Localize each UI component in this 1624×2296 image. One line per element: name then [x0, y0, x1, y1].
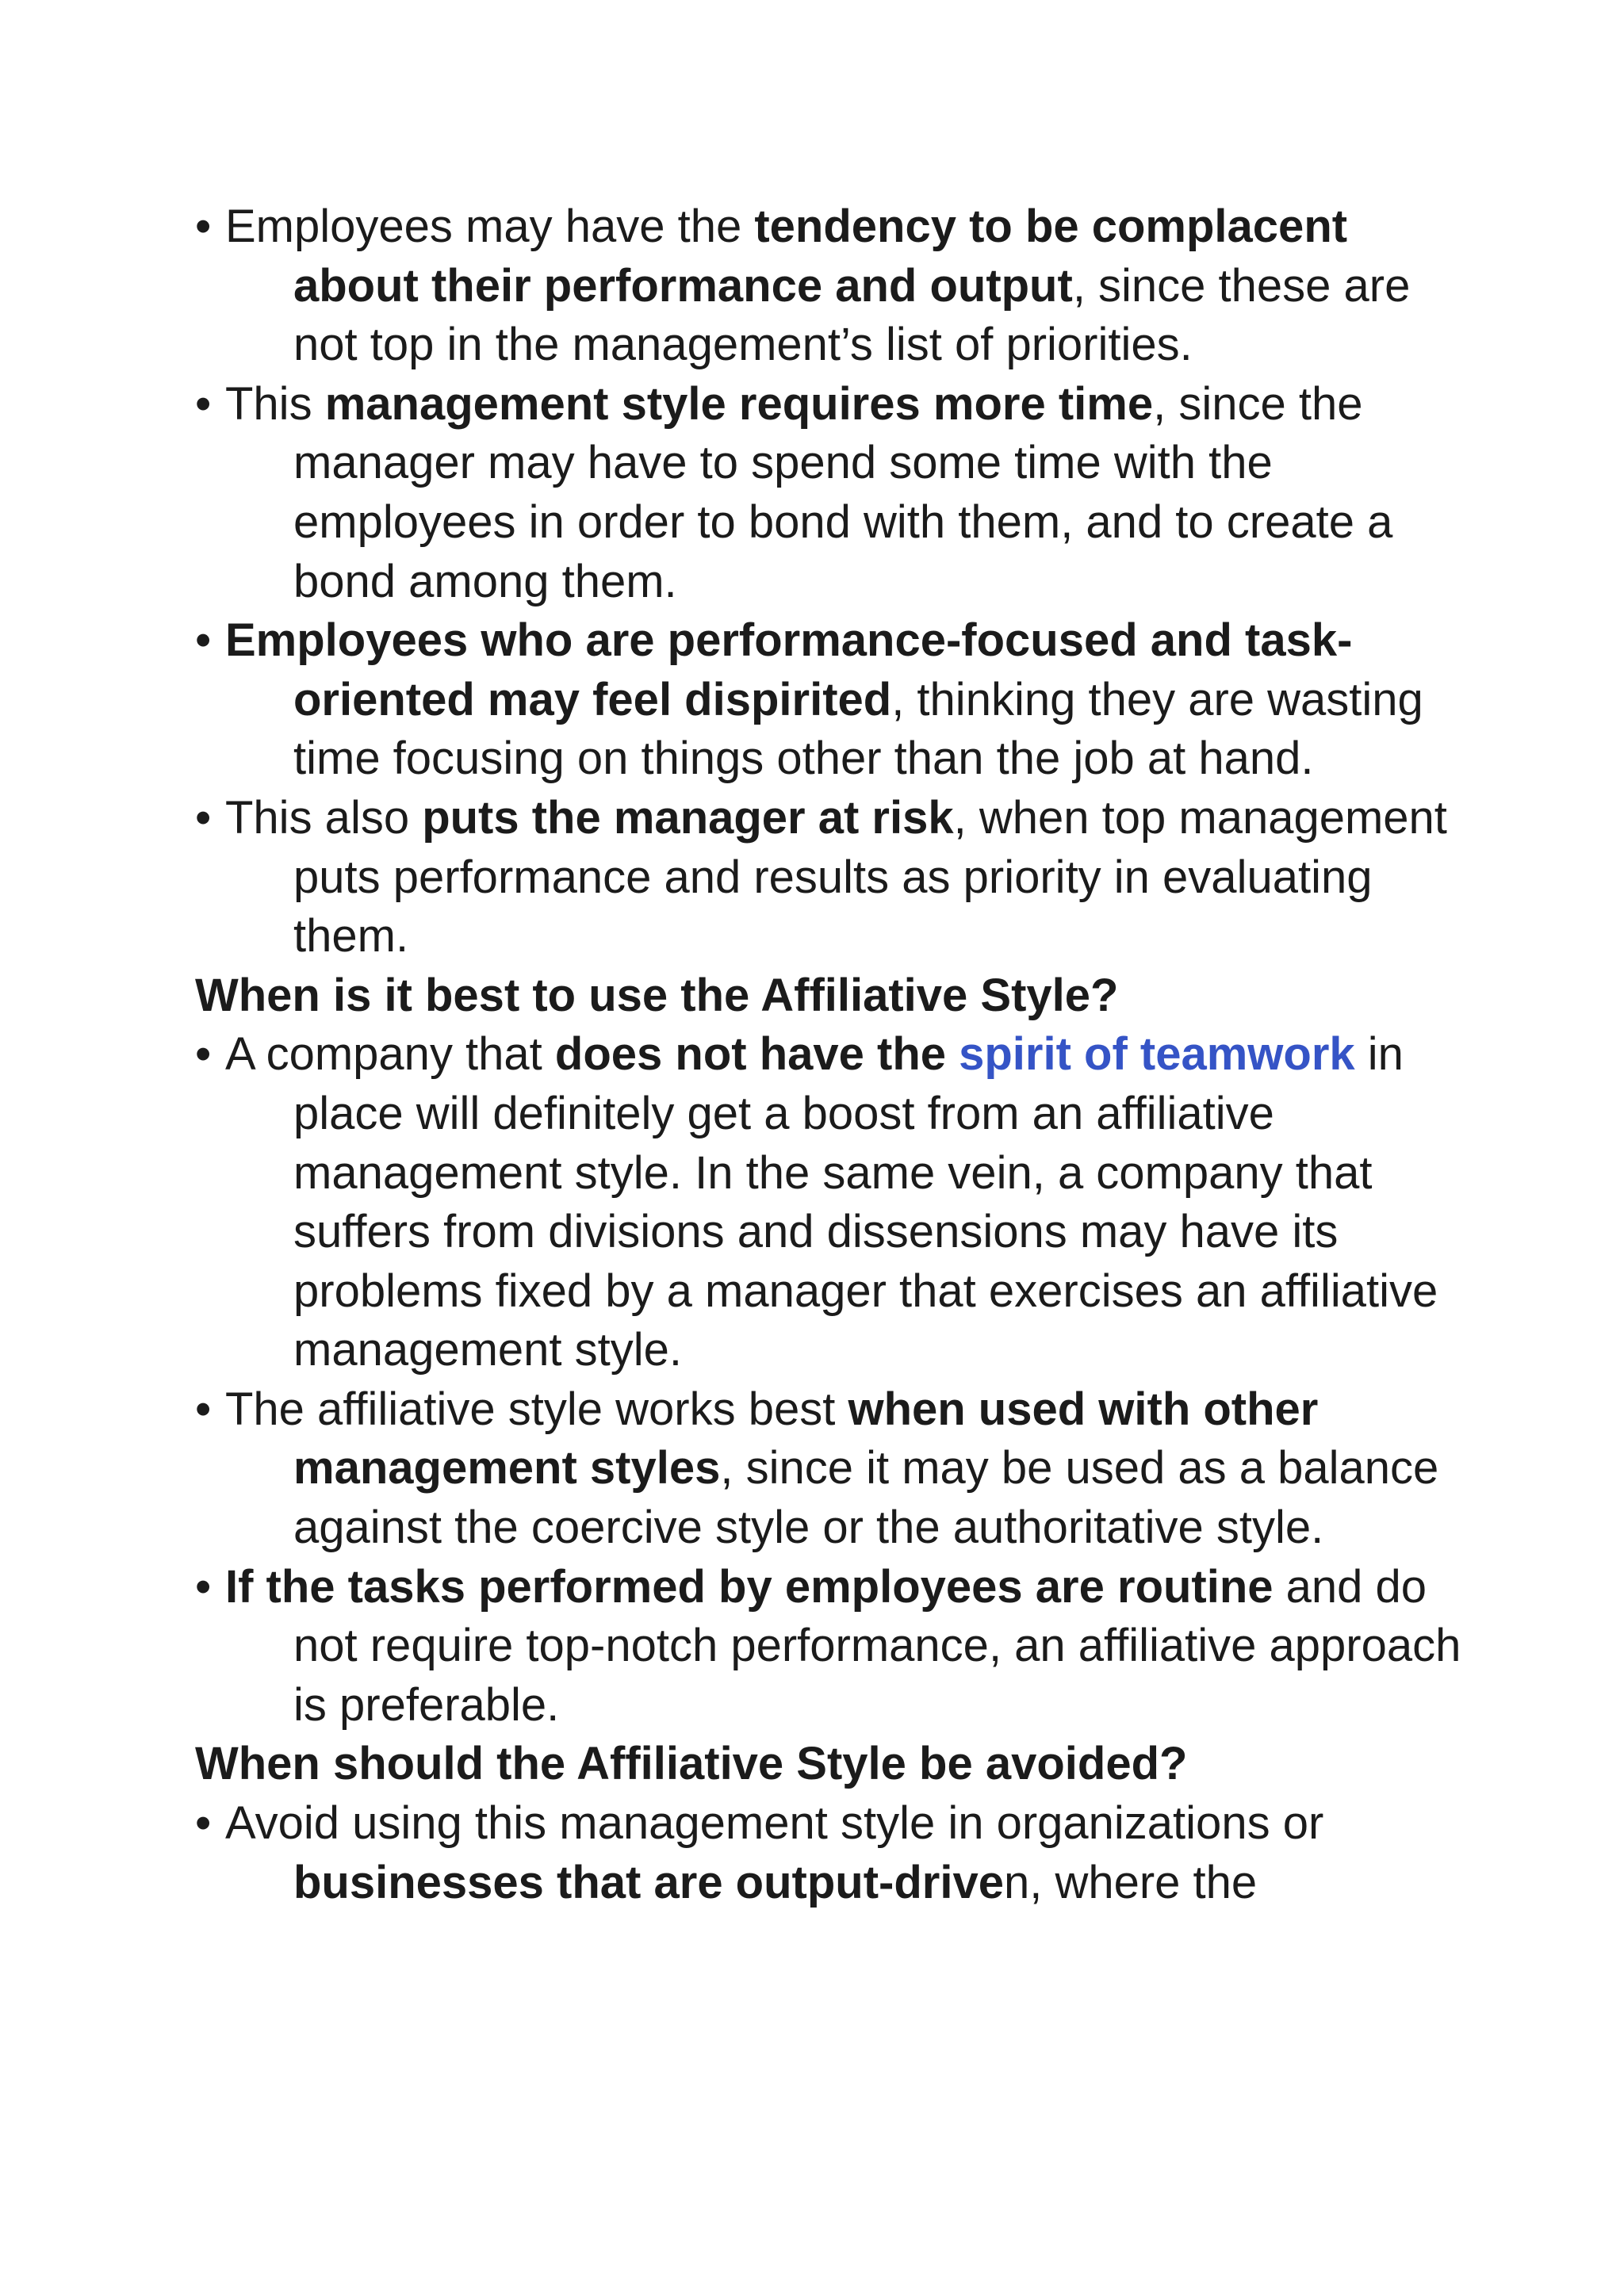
- highlight-link[interactable]: spirit of teamwork: [959, 1028, 1355, 1081]
- bold-text: puts the manager at risk: [422, 791, 954, 844]
- bold-text: businesses that are output-drive: [293, 1856, 1004, 1908]
- body-text: , since these are not top in the management’s list of priorities.: [293, 259, 1411, 371]
- body-text: , since it may be used as a balance against the coercive style or the authoritative style.: [293, 1442, 1439, 1554]
- bullet-item: [195, 1380, 1464, 1558]
- bullet-item: [195, 789, 1464, 966]
- bullet-marker: •: [195, 1797, 212, 1850]
- body-text: This also: [225, 791, 423, 844]
- bullet-item: [195, 375, 1464, 611]
- body-text: The affiliative style works best: [225, 1383, 848, 1435]
- bold-text: If the tasks performed by employees are routine: [225, 1560, 1274, 1613]
- bullet-item: [195, 1558, 1464, 1735]
- body-text: This: [225, 377, 325, 430]
- bold-text: Employees who are performance-focused and task-oriented may feel dispirited: [225, 614, 1353, 725]
- bold-text: tendency to be complacent about their performance and output: [293, 201, 1348, 312]
- bullet-item: [195, 1025, 1464, 1380]
- bullet-item: [195, 611, 1464, 789]
- body-text: in place will definitely get a boost from an affiliative management style. In the same vein, a company that suffers from divisions and dissensions may have its problems fixed by a manager that exercises an affiliative management style.: [293, 1028, 1438, 1376]
- body-text: n, where the: [1003, 1856, 1258, 1908]
- bullet-item: [195, 1794, 1464, 1912]
- bullet-marker: •: [195, 1028, 212, 1081]
- bold-text: does not have the: [554, 1028, 959, 1081]
- document-body: [195, 197, 1464, 1912]
- bullet-marker: •: [195, 791, 212, 844]
- bullet-marker: •: [195, 377, 212, 430]
- bold-text: management style requires more time: [324, 377, 1154, 430]
- section-heading: When should the Affiliative Style be avoided?: [195, 1738, 1188, 1790]
- bullet-marker: •: [195, 1383, 212, 1435]
- bullet-marker: •: [195, 201, 212, 252]
- section-heading: When is it best to use the Affiliative Style?: [195, 969, 1119, 1021]
- body-text: , since the manager may have to spend some time with the employees in order to bond with them, and to create a bond among them.: [293, 377, 1393, 607]
- body-text: Avoid using this management style in organizations or: [225, 1797, 1324, 1850]
- body-text: , when top management puts performance and results as priority in evaluating them.: [293, 791, 1447, 962]
- bullet-marker: •: [195, 1560, 212, 1613]
- bold-text: when used with other management styles: [293, 1383, 1319, 1494]
- body-text: and do not require top-notch performance, an affiliative approach is preferable.: [293, 1560, 1461, 1731]
- bullet-marker: •: [195, 614, 212, 667]
- body-text: , thinking they are wasting time focusing on things other than the job at hand.: [293, 673, 1423, 785]
- bullet-item: [195, 197, 1464, 375]
- body-text: Employees may have the: [225, 201, 755, 252]
- body-text: A company that: [225, 1028, 555, 1081]
